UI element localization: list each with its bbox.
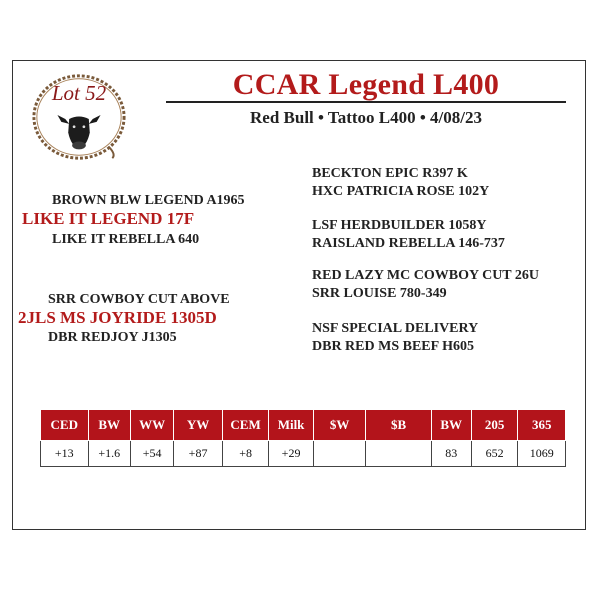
epd-header-ced: CED	[41, 410, 89, 441]
lot-number: Lot 52	[51, 81, 107, 105]
pedigree-right-entry: BECKTON EPIC R397 K	[312, 166, 468, 181]
epd-value-row	[41, 441, 566, 467]
epd-table	[40, 409, 566, 467]
epd-header-365: 365	[518, 410, 566, 441]
epd-value-ced: +13	[41, 441, 89, 467]
epd-header-actual-bw: BW	[431, 410, 471, 441]
pedigree-sire-sire: BROWN BLW LEGEND A1965	[52, 193, 245, 208]
pedigree-right-entry: SRR LOUISE 780-349	[312, 286, 447, 301]
epd-header-ww: WW	[130, 410, 173, 441]
title-divider	[166, 101, 566, 103]
epd-header-yw: YW	[174, 410, 223, 441]
epd-value-dollar-b	[366, 441, 431, 467]
epd-header-205: 205	[471, 410, 518, 441]
animal-subtitle: Red Bull • Tattoo L400 • 4/08/23	[250, 108, 482, 127]
epd-value-actual-bw: 83	[431, 441, 471, 467]
epd-value-yw: +87	[174, 441, 223, 467]
epd-header-cem: CEM	[222, 410, 269, 441]
pedigree-right-entry: DBR RED MS BEEF H605	[312, 339, 475, 354]
pedigree-right-entry: HXC PATRICIA ROSE 102Y	[312, 184, 490, 199]
bull-head-icon	[57, 115, 100, 149]
animal-title: CCAR Legend L400	[232, 68, 500, 101]
pedigree-right-entry: NSF SPECIAL DELIVERY	[312, 321, 479, 336]
pedigree-dam-sire: SRR COWBOY CUT ABOVE	[48, 292, 230, 307]
pedigree-right-entry: LSF HERDBUILDER 1058Y	[312, 218, 487, 233]
epd-value-ww: +54	[130, 441, 173, 467]
epd-value-205: 652	[471, 441, 518, 467]
pedigree-dam: 2JLS MS JOYRIDE 1305D	[18, 308, 217, 327]
pedigree-sire-dam: LIKE IT REBELLA 640	[52, 232, 200, 247]
epd-header-bw: BW	[88, 410, 130, 441]
epd-value-dollar-w	[313, 441, 366, 467]
pedigree-right-entry: RED LAZY MC COWBOY CUT 26U	[312, 268, 539, 283]
epd-value-bw: +1.6	[88, 441, 130, 467]
epd-header-milk: Milk	[269, 410, 313, 441]
pedigree-right-entry: RAISLAND REBELLA 146-737	[312, 236, 505, 251]
epd-header-dollar-b: $B	[366, 410, 431, 441]
epd-header-dollar-w: $W	[313, 410, 366, 441]
pedigree-dam-dam: DBR REDJOY J1305	[48, 330, 177, 345]
epd-value-milk: +29	[269, 441, 313, 467]
pedigree-sire: LIKE IT LEGEND 17F	[22, 209, 195, 228]
epd-value-365: 1069	[518, 441, 566, 467]
epd-header-row	[41, 410, 566, 441]
epd-value-cem: +8	[222, 441, 269, 467]
